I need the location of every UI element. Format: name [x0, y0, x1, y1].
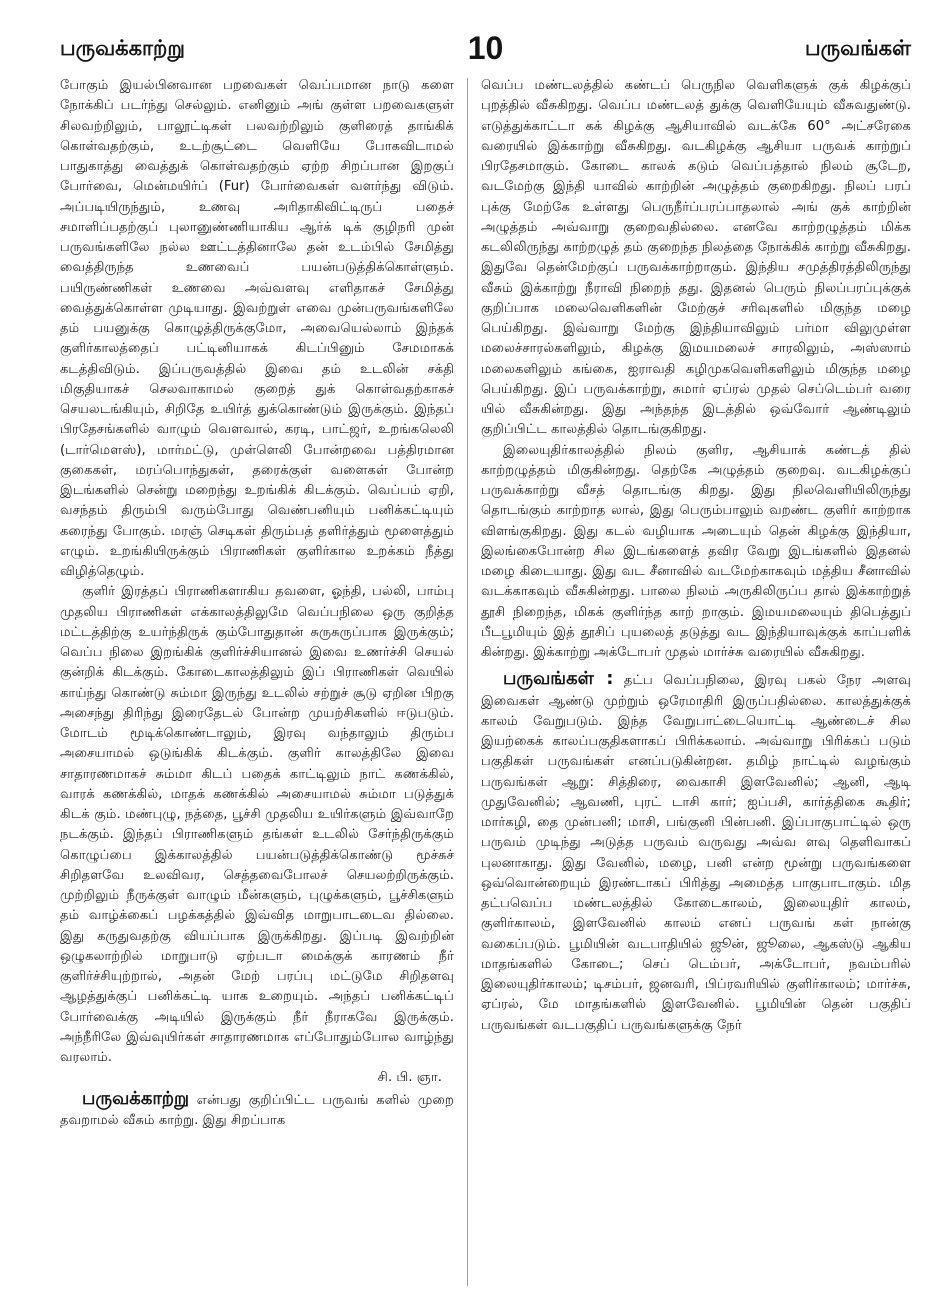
- paragraph-monsoon-intro: [60, 1089, 454, 1132]
- column-divider: [467, 78, 468, 1286]
- paragraph-winter-adaptation: போகும் இயல்பினவான பறவைகள் வெப்பமான நாடு களை நோக்கிப் படர்ந்து செல்லும். எனினும் அங் குள்ள பறவைகளுள் சிலவற்றிலும், பாலூட்டிகள் பலவற்றிலும் குளிரைத் தாங்கிக் கொள்வதற்கும், உடற்சூட்டை வெளியே போகவிடாமல் பாதுகாத்து வைத்துக் கொள்வதற்கும் ஏற்ற சிறப்பான இறகுப் போர்வை, மென்மயிர்ப் (Fur) போர்வைகள் வளர்ந்து விடும். அப்படியிருந்தும், உணவு அரிதாகிவிட்டிருப் பதைச் சமாளிப்பதற்குப் புலானுண்ணியாகிய ஆர்க் டிக் குழிநரி முன் பருவங்களிலே நல்ல ஊட்டத்தினாலே தன் உடம்பில் சேமித்து வைத்திருந்த உணவைப் பயன்படுத்திக்கொள்ளும். பயிருண்ணிகள் உணவை அவ்வளவு எளிதாகச் சேமித்து வைத்துக்கொள்ள முடியாது. இவற்றுள் எவை முன்பருவங்களிலே தம் பயனுக்கு கொழுத்திருக்குமோ, அவையெல்லாம் இந்தக் குளிர்காலத்தைப் பட்டினியாகக் கிடப்பினும் சேமமாகக் கடத்திவிடும். இப்பருவத்தில் இவை தம் உடலின் சக்தி மிகுதியாகச் செலவாகாமல் குறைத் துக் கொள்வதற்காகச் செயலடங்கியும், சிறிதே உயிர்த் துக்கொண்டும் இருக்கும். இந்தப் பிரதேசங்களில் வாழும் வௌவால், கரடி, பாட்ஜர், உறங்கலெலி (டார்மௌஸ்), மார்மட்டு, முள்ளெலி போன்றவை பத்திரமான குகைகள், மரப்பொந்துகள், தரைக்குள் வளைகள் போன்ற இடங்களில் சென்று மறைந்து உறங்கிக் கிடக்கும். வெப்பம் ஏறி, வசந்தம் திரும்பி வரும்போது வெண்பனியும் பனிக்கட்டியும் கரைந்து போகும். மரஞ் செடிகள் திரும்பத் தளிர்த்தும் மூளைத்தும் எழும். உறங்கியிருக்கும் பிராணிகள் குளிர்கால உறக்கம் நீத்து விழித்தெழும்.: [60, 78, 454, 579]
- paragraph-seasons: [481, 669, 911, 1036]
- page-number: 10: [467, 30, 504, 66]
- monsoon-intro-text: என்பது குறிப்பிட்ட பருவங் களில் முறை தவறாமல் வீசும் காற்று. இது சிறப்பாக: [60, 1092, 454, 1128]
- right-column: [481, 76, 911, 1291]
- seasons-text: தட்ப வெப்பநிலை, இரவு பகல் நேர அளவு இவைகள் ஆண்டு முற்றும் ஒரேமாதிரி இருப்பதில்லை. காலத்துக்குக் காலம் வேறுபடும். இந்த வேறுபாட்டையொட்டி ஆண்டைச் சில இயற்கைக் காலப்பகுதிகளாகப் பிரிக்கலாம். அவ்வாறு பிரிக்கப் படும் பகுதிகள் பருவங்கள் எனப்படுகின்றன. தமிழ் நாட்டில் வழங்கும் பருவங்கள் ஆறு: சித்திரை, வைகாசி இளவேனில்; ஆனி, ஆடி முதுவேனில்; ஆவணி, புரட் டாசி கார்; ஐப்பசி, கார்த்திகை கூதிர்; மார்கழி, தை முன்பனி; மாசி, பங்குனி பின்பனி. இப்பாகுபாட்டில் ஒரு பருவம் முடிந்து அடுத்த பருவம் வருவது அவ்வ ளவு தெளிவாகப் புலனாகாது. இது வேனில், மழை, பனி என்ற மூன்று பருவங்களை ஒவ்வொன்றையும் இரண்டாகப் பிரித்து அமைத்த பாகுபாடாகும். மித தட்பவெப்ப மண்டலத்தில் கோடைகாலம், இலையுதிர் காலம், குளிர்காலம், இளவேனில் காலம் எனப் பருவங் கள் நான்கு வகைப்படும். பூமியின் வடபாதியில் ஜூன், ஜூலை, ஆகஸ்டு ஆகிய மாதங்களில் கோடை; செப் டெம்பர், அக்டோபர், நவம்பரில் இலையுதிர்காலம்; டிசம்பர், ஜனவரி, பிப்ரவரியில் குளிர்காலம்; மார்ச்சு, ஏப்ரல், மே மாதங்களில் இளவேனில். பூமியின் தென் பகுதிப் பருவங்கள் வடபகுதிப் பருவங்களுக்கு நேர்: [481, 673, 911, 1033]
- running-head-left: பருவக்காற்று: [60, 36, 185, 60]
- entry-heading-monsoon: பருவக்காற்று: [82, 1087, 190, 1109]
- entry-heading-seasons: பருவங்கள் :: [503, 668, 614, 690]
- running-head-right: பருவங்கள்: [805, 36, 911, 60]
- page-header: [60, 30, 911, 74]
- paragraph-cold-blooded-animals: குளிர் இரத்தப் பிராணிகளாகிய தவளை, ஓந்தி, பல்லி, பாம்பு முதலிய பிராணிகள் எக்காலத்திலுமே வெப்பநிலை ஒரு குறித்த மட்டத்திற்கு உயர்ந்திருக் கும்போதுதான் சுருசுருப்பாக இருக்கும்; வெப்ப நிலை இறங்கிக் குளிர்ச்சியானல் இவை உணர்ச்சி செயல் குன்றிக் கிடக்கும். கோடைகாலத்திலும் இப் பிராணிகள் வெயில் காய்ந்து கொண்டு சும்மா இருந்து உடலில் சற்றுச் சூடு ஏறின பிறகு அசைந்து திரிந்து இரைதேடல் போன்ற முயற்சிகளில் ஈடுபடும். மோடம் மூடிக்கொண்டாலும், இரவு வந்தாலும் திரும்ப அசையாமல் ஒடுங்கிக் கிடக்கும். குளிர் காலத்திலே இவை சாதாரணமாகச் சும்மா கிடப் பதைக் காட்டிலும் நாட் கணக்கில், வாரக் கணக்கில், மாதக் கணக்கில் அசையாமல் சும்மா படுத்துக் கிடக் கும். மண்புழு, நத்தை, பூச்சி முதலிய உயிர்களும் இவ்வாறே நடக்கும். இந்தப் பிராணிகளும் தங்கள் உடலில் சேர்ந்திருக்கும் கொழுப்பை இக்காலத்தில் பயன்படுத்திக்கொண்டு மூச்சுச் சிறிதளவே உலவிவர, செத்தவைபோலச் செயலற்றிருக்கும். முற்றிலும் நீருக்குள் வாழும் மீன்களும், புழுக்களும், பூச்சிகளும் தம் வாழ்க்கைப் பழக்கத்தில் இவ்வித மாறுபாடடைவ தில்லை. இது கருதுவதற்கு வியப்பாக இருக்கிறது. இப்படி இவற்றின் ஒழுகலாற்றில் மாறுபாடு ஏற்படா மைக்குக் காரணம் நீர் குளிர்ச்சியுற்றால், அதன் மேற் பரப்பு மட்டுமே சிறிதளவு ஆழத்துக்குப் பனிக்கட்டி யாக உறையும். அந்தப் பனிக்கட்டிப் போர்வைக்கு அடியில் இருக்கும் நீர் நீராகவே இருக்கும். அந்நீரிலே இவ்வுயிர்கள் சாதாரணமாக எப்போதும்போல வாழ்ந்து வரலாம்.: [60, 584, 454, 1065]
- left-column: [60, 76, 454, 1291]
- paragraph-northeast-monsoon: இலையுதிர்காலத்தில் நிலம் குளிர, ஆசியாக் கண்டத் தில் காற்றழுத்தம் மிகுகின்றது. தெற்கே அழுத்தம் குறைவு. வடகிழக்குப் பருவக்காற்று வீசத் தொடங்கு கிறது. இது நிலவெளியிலிருந்து தொடங்கும் காற்றாத லால், இது பெரும்பாலும் வறண்ட குளிர் காற்றாக விளங்குகிறது. இது கடல் வழியாக அடையும் தென் கிழக்கு இந்தியா, இலங்கைபோன்ற சில இடங்களைத் தவிர வேறு இடங்களில் இதனல் மழை கிடையாது. இது வட சீனாவில் வடமேற்காகவும் மத்திய சீனாவில் வடக்காகவும் வீசுகின்றது. பாலை நிலம் அருகிலிருப்ப தால் இக்காற்றுத் தூசி நிறைந்த, மிகக் குளிர்ந்த காற் றாகும். இமயமலையும் திபெத்துப் பீடபூமியும் இத் தூசிப் புயலைத் தடுத்து வட இந்தியாவுக்குக் காப்பளிக் கின்றது. இக்காற்று அக்டோபர் முதல் மார்ச்சு வரையில் வீசுகிறது.: [481, 442, 911, 660]
- author-signature: சி. பி. ஞா.: [377, 1070, 442, 1086]
- paragraph-southwest-monsoon: வெப்ப மண்டலத்தில் கண்டப் பெருநில வெளிகளுக் குக் கிழக்குப் புறத்தில் வீசுகிறது. வெப்ப மண்டலத் துக்கு வெளியேயும் வீசுவதுண்டு. எடுத்துக்காட்டா கக் கிழக்கு ஆசியாவில் வடக்கே 60° அட்சரேகை வரையில் இக்காற்று வீசுகிறது. வடகிழக்கு ஆசியா பருவக் காற்றுப் பிரதேசமாகும். கோடை காலக் கடும் வெப்பத்தால் நிலம் சூடேற, வடமேற்கு இந்தி யாவில் காற்றின் அழுத்தம் குறைகிறது. நிலப் பரப் புக்கு மேற்கே உள்ளது பெருநீர்ப்பரப்பாதலால் அங் குக் காற்றின் அழுத்தம் அவ்வாறு குறைவதில்லை. எனவே காற்றழுத்தம் மிக்க கடலிலிருந்து காற்றழுத் தம் குறைந்த நிலத்தை நோக்கிக் காற்று வீசுகிறது. இதுவே தென்மேற்குப் பருவக்காற்றாகும். இந்திய சமுத்திரத்திலிருந்து வீசும் இக்காற்று நீராவி நிறைந் தது. இதனல் பெரும் நிலப்பரப்புக்குக் குறிப்பாக மலைவெளிகளின் மேற்குச் சரிவுகளில் மிகுந்த மழை பெய்கிறது. இவ்வாறு மேற்கு இந்தியாவிலும் பர்மா விலுமுள்ள மலைச்சாரல்களிலும், கிழக்கு இமயமலைச் சாரலிலும், அஸ்ஸாம் மலைகளிலும் கங்கை, ஐராவதி கழிமுகவெளிகளிலும் மிகுந்த மழை பெய்கிறது. இப் பருவக்காற்று, சுமார் ஏப்ரல் முதல் செப்டெம்பர் வரை யில் வீசுகின்றது. இது அந்தந்த இடத்தில் ஒவ்வோர் ஆண்டிலும் குறிப்பிட்ட காலத்தில் தொடங்குகிறது.: [481, 78, 911, 438]
